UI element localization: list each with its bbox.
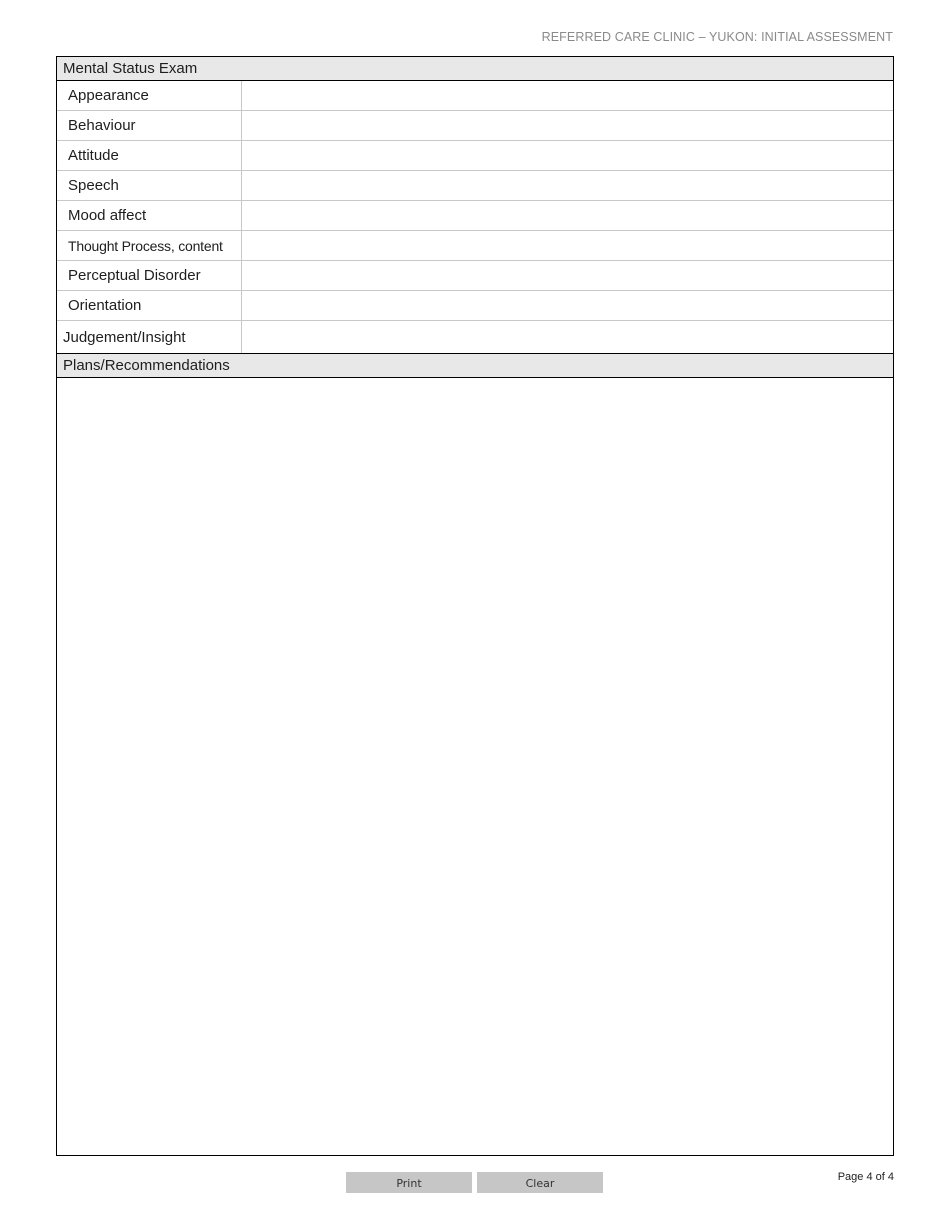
clear-button[interactable]: Clear [477, 1172, 603, 1193]
mood-affect-field[interactable] [241, 201, 893, 231]
table-row [57, 231, 893, 261]
running-header-title: REFERRED CARE CLINIC – YUKON: INITIAL ASSESSMENT [541, 30, 893, 44]
behaviour-field[interactable] [241, 111, 893, 141]
page-number: Page 4 of 4 [837, 1171, 894, 1183]
table-row [57, 201, 893, 231]
mental-status-exam-header: Mental Status Exam [57, 57, 893, 81]
attitude-label: Attitude [57, 141, 241, 171]
table-row [57, 321, 893, 354]
behaviour-label: Behaviour [57, 111, 241, 141]
orientation-field[interactable] [241, 291, 893, 321]
perceptual-disorder-label: Perceptual Disorder [57, 261, 241, 291]
table-row [57, 261, 893, 291]
mental-status-exam-table [57, 81, 893, 353]
print-button[interactable]: Print [346, 1172, 472, 1193]
thought-process-field[interactable] [241, 231, 893, 261]
table-row [57, 141, 893, 171]
speech-label: Speech [57, 171, 241, 201]
table-row [57, 111, 893, 141]
thought-process-label: Thought Process, content [57, 231, 241, 261]
perceptual-disorder-field[interactable] [241, 261, 893, 291]
form-action-buttons [346, 1172, 603, 1193]
speech-field[interactable] [241, 171, 893, 201]
table-row [57, 171, 893, 201]
appearance-label: Appearance [57, 81, 241, 111]
assessment-form [56, 56, 894, 1156]
table-row [57, 291, 893, 321]
plans-recommendations-header: Plans/Recommendations [57, 353, 893, 378]
attitude-field[interactable] [241, 141, 893, 171]
judgement-insight-field[interactable] [241, 321, 893, 354]
table-row [57, 81, 893, 111]
plans-recommendations-field[interactable] [57, 378, 893, 1155]
mood-affect-label: Mood affect [57, 201, 241, 231]
appearance-field[interactable] [241, 81, 893, 111]
orientation-label: Orientation [57, 291, 241, 321]
judgement-insight-label: Judgement/Insight [57, 321, 241, 354]
